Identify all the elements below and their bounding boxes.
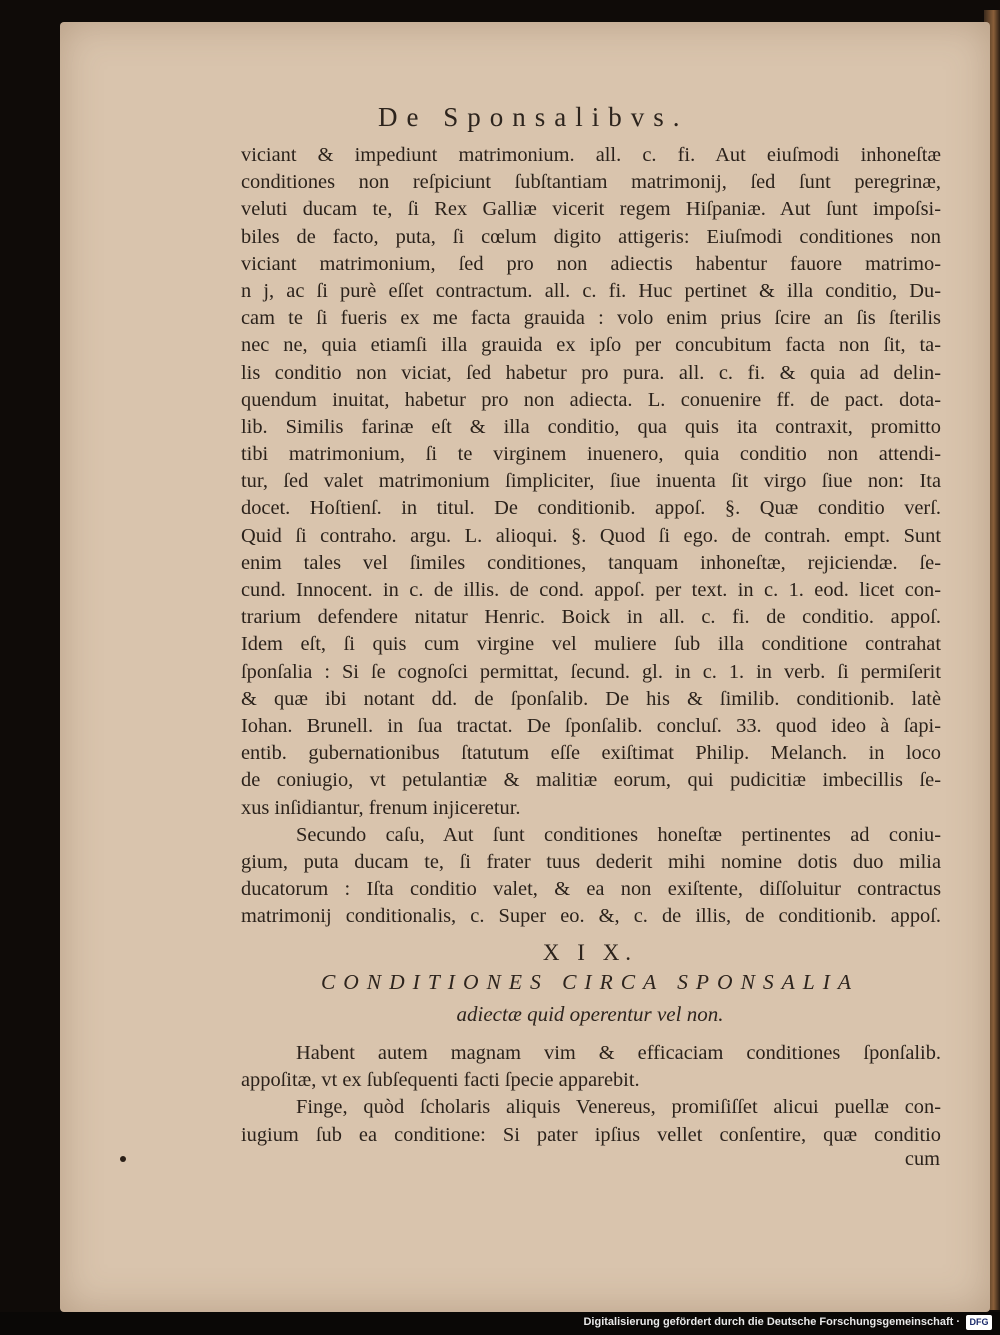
dfg-logo: DFG [966, 1315, 992, 1330]
text-line: cam te ſi fueris ex me facta grauida : volo enim prius ſcire an ſis ſterilis [241, 307, 941, 330]
text-line: Finge, quòd ſcholaris aliquis Venereus, promiſiſſet alicui puellæ con- [296, 1096, 941, 1119]
text-line: docet. Hoſtienſ. in titul. De conditionib. appoſ. §. Quæ conditio verſ. [241, 497, 941, 520]
text-line: quendum inuitat, habetur pro non adiecta. L. conuenire ff. de pact. dota- [241, 388, 941, 411]
text-line: Iohan. Brunell. in ſua tractat. De ſponſalib. concluſ. 33. quod ideo à ſapi- [241, 714, 941, 737]
body-text-continued [241, 1040, 941, 1149]
text-line: trarium defendere nitatur Henric. Boick in all. c. fi. de conditio. appoſ. [241, 606, 941, 629]
text-line: gium, puta ducam te, ſi frater tuus dederit mihi nomine dotis duo milia [241, 850, 941, 873]
text-line: Habent autem magnam vim & efficaciam conditiones ſponſalib. [296, 1042, 941, 1064]
text-line: ducatorum : Iſta conditio valet, & ea non exiſtente, diſſoluitur contractus [241, 878, 941, 901]
text-line: conditiones non reſpiciunt ſubſtantiam matrimonij, ſed ſunt peregrinæ, [241, 171, 941, 194]
text-line: nec ne, quia etiamſi illa grauida ex ipſo per concubitum facta non ſit, ta- [241, 334, 941, 357]
text-line: appoſitæ, vt ex ſubſequenti facti ſpecie apparebit. [241, 1069, 640, 1092]
section-subheading: adiectæ quid operentur vel non. [456, 1002, 724, 1026]
text-line: n j, ac ſi purè eſſet contractum. all. c. fi. Huc pertinet & illa conditio, Du- [241, 279, 941, 302]
text-line: de coniugio, vt petulantiæ & malitiæ eorum, qui pudicitiæ imbecillis ſe- [241, 769, 941, 792]
text-line: & quæ ibi notant dd. de ſponſalib. De his & ſimilib. conditionib. latè [241, 687, 941, 710]
section-number: X I X. [542, 940, 638, 965]
text-line: viciant & impediunt matrimonium. all. c. fi. Aut eiuſmodi inhoneſtæ [241, 144, 941, 166]
text-line: ſponſalia : Si ſe cognoſci permittat, ſecund. gl. in c. 1. in verb. ſi permiſerit [241, 660, 941, 683]
text-line: matrimonij conditionalis, c. Super eo. &, c. de illis, de conditionib. appoſ. [241, 905, 941, 928]
text-line: Secundo caſu, Aut ſunt conditiones honeſtæ pertinentes ad coniu- [296, 823, 941, 846]
catchword: cum [904, 1148, 940, 1170]
running-head: De Sponsalibvs. [378, 102, 689, 132]
text-line: tur, ſed valet matrimonium ſimpliciter, ſiue inuenta ſit virgo ſiue non: Ita [241, 470, 941, 493]
text-line: biles de facto, puta, ſi cœlum digito attigeris: Eiuſmodi conditiones non [241, 225, 941, 248]
text-line: cund. Innocent. in c. de illis. de cond. appoſ. per text. in c. 1. eod. licet con- [241, 579, 941, 601]
text-line: tibi matrimonium, ſi te virginem inuenero, quia conditio non attendi- [241, 443, 941, 466]
ink-spot [120, 1156, 126, 1162]
text-line: iugium ſub ea conditione: Si pater ipſius vellet conſentire, quæ conditio [241, 1123, 941, 1146]
text-line: veluti ducam te, ſi Rex Galliæ vicerit regem Hiſpaniæ. Aut ſunt impoſsi- [241, 198, 941, 221]
text-line: xus inſidiantur, frenum injiceretur. [241, 796, 521, 819]
text-line: lis conditio non viciat, ſed habetur pro pura. all. c. fi. & quia ad delin- [241, 361, 941, 384]
text-line: enim tales vel ſimiles conditiones, tanquam inhoneſtæ, rejiciendæ. ſe- [241, 551, 941, 574]
text-line: viciant matrimonium, ſed pro non adiectis habentur fauore matrimo- [241, 252, 941, 275]
text-line: Idem eſt, ſi quis cum virgine vel muliere ſub illa conditione contrahat [241, 633, 941, 656]
text-line: Quid ſi contraho. argu. L. alioqui. §. Quod ſi ego. de contrah. empt. Sunt [241, 524, 941, 547]
text-line: lib. Similis farinæ eſt & illa conditio, qua quis ita contraxit, promitto [241, 415, 941, 438]
section-heading-text: CONDITIONES CIRCA SPONSALIA [320, 970, 860, 994]
section-heading [240, 970, 940, 1000]
digitization-credit: Digitalisierung gefördert durch die Deutsche Forschungsgemeinschaft · [583, 1316, 960, 1328]
body-text [241, 142, 941, 930]
text-line: entib. gubernationibus ſtatutum eſſe exiſtimat Philip. Melanch. in loco [241, 742, 941, 765]
